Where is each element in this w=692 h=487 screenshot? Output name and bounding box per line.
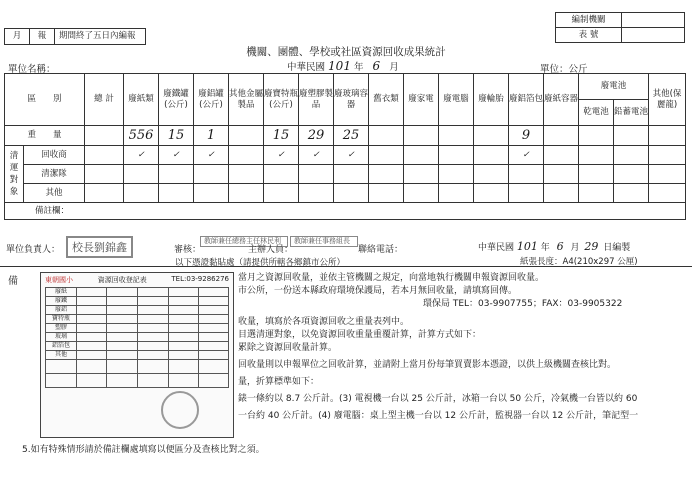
cell xyxy=(369,165,404,184)
cell xyxy=(649,126,686,146)
cell xyxy=(614,126,649,146)
receipt-header xyxy=(41,273,233,287)
receipt-row-label: 其他 xyxy=(46,351,77,360)
cell xyxy=(439,165,474,184)
col-other: 其他(保麗龍) xyxy=(649,74,686,126)
cell xyxy=(198,288,228,297)
tg-3: 象 xyxy=(9,187,19,197)
cell xyxy=(77,324,107,333)
col-metal: 其他金屬製品 xyxy=(229,74,264,126)
weight-alu: 1 xyxy=(194,126,229,146)
note-11: 5.如有特殊情形請於備註欄處填寫以便區分及查核比對之須。 xyxy=(22,445,265,455)
col-alu: 廢鋁罐(公斤) xyxy=(194,74,229,126)
cell xyxy=(77,315,107,324)
cell xyxy=(77,342,107,351)
cell xyxy=(137,374,168,388)
note-2: 市公所，一份送本縣政府環境保護局，若本月無回收量，請填寫回傳。 xyxy=(238,286,518,296)
cell xyxy=(46,360,77,374)
cell xyxy=(77,333,107,342)
cell xyxy=(299,165,334,184)
cell xyxy=(404,126,439,146)
cell xyxy=(137,315,168,324)
cell xyxy=(229,146,264,165)
cell xyxy=(544,184,579,203)
recycler-row xyxy=(5,146,686,165)
cell xyxy=(107,306,137,315)
other-row xyxy=(5,184,686,203)
fill-date xyxy=(478,240,630,253)
note-9: 錶一條約以 8.7 公斤計。(3) 電視機一台以 25 公斤計，冰箱一台以 50 公斤，冷氣機一台皆以約 60 xyxy=(238,394,638,404)
cell xyxy=(198,351,228,360)
cell xyxy=(404,165,439,184)
cell xyxy=(334,165,369,184)
other-label: 其他 xyxy=(24,184,85,203)
note-1: 當月之資源回收量，並依主管機關之規定，向當地執行機關申報資源回收量。 xyxy=(238,273,545,283)
pasted-receipt xyxy=(40,272,234,438)
notes-body xyxy=(238,272,638,423)
cell xyxy=(137,288,168,297)
send-note: 以下憑證黏貼處（請提供所轄各鄉鎮市公所） xyxy=(175,258,346,268)
cell xyxy=(614,165,649,184)
reviewer-label: 審核： xyxy=(174,245,202,255)
cell xyxy=(137,324,168,333)
receipt-table xyxy=(45,287,229,388)
cell xyxy=(229,165,264,184)
col-pet: 廢寶特瓶(公斤) xyxy=(264,74,299,126)
check-mark: ✓ xyxy=(194,146,229,165)
cell xyxy=(579,165,614,184)
weight-paper: 556 xyxy=(124,126,159,146)
fill-month-suffix: 月 xyxy=(570,243,580,253)
col-computer: 廢電腦 xyxy=(439,74,474,126)
cell xyxy=(107,374,137,388)
fill-month: 6 xyxy=(556,240,564,253)
receipt-row-label: 玻璃 xyxy=(46,333,77,342)
cell xyxy=(544,126,579,146)
cell xyxy=(369,126,404,146)
date-month: 6 xyxy=(372,59,381,73)
col-lead-battery: 鉛蓄電池 xyxy=(614,100,649,126)
cell xyxy=(137,333,168,342)
cell xyxy=(404,184,439,203)
organizer-stamp: 教師兼任事務組長 xyxy=(290,236,358,247)
cell xyxy=(369,184,404,203)
cell xyxy=(137,297,168,306)
cell xyxy=(168,288,198,297)
remarks-row xyxy=(5,203,686,220)
check-mark: ✓ xyxy=(159,146,194,165)
cell xyxy=(107,297,137,306)
cell xyxy=(264,165,299,184)
cell xyxy=(198,374,228,388)
fill-day: 29 xyxy=(584,240,599,253)
notes-divider xyxy=(0,266,692,267)
cell xyxy=(474,184,509,203)
weight-glass: 25 xyxy=(334,126,369,146)
receipt-row-label: 廢鋁 xyxy=(46,306,77,315)
remarks-label: 備註欄： xyxy=(5,203,686,220)
cell xyxy=(474,126,509,146)
cell xyxy=(229,184,264,203)
receipt-row-label: 塑膠 xyxy=(46,324,77,333)
date-month-suffix: 月 xyxy=(389,62,399,73)
organizer-label: 主辦人員： xyxy=(248,245,294,255)
note-4: 收量，填寫於各項資源回收之重量表列中。 xyxy=(238,317,410,327)
weight-pet: 15 xyxy=(264,126,299,146)
cell xyxy=(509,165,544,184)
check-mark: ✓ xyxy=(509,146,544,165)
date-year-suffix: 年 xyxy=(353,62,364,73)
cell xyxy=(439,184,474,203)
col-paper-container: 廢紙容器 xyxy=(544,74,579,126)
cell xyxy=(198,324,228,333)
check-mark: ✓ xyxy=(299,146,334,165)
cell xyxy=(107,315,137,324)
manager-label: 單位負責人： xyxy=(6,245,61,255)
cell xyxy=(509,184,544,203)
fill-year: 101 xyxy=(516,240,538,253)
manager-stamp: 校長劉錦鑫 xyxy=(66,236,133,258)
deadline-note: 期間終了五日內編報 xyxy=(55,29,146,45)
cell xyxy=(334,184,369,203)
cell xyxy=(474,165,509,184)
note-5: 目選清運對象，以免資源回收重量重覆計算，計算方式如下： xyxy=(238,330,482,340)
check-mark: ✓ xyxy=(334,146,369,165)
cell xyxy=(404,146,439,165)
receipt-row-label: 廢鐵 xyxy=(46,297,77,306)
col-region: 區 別 xyxy=(5,74,85,126)
check-mark: ✓ xyxy=(264,146,299,165)
col-paper: 廢紙類 xyxy=(124,74,159,126)
cell xyxy=(649,165,686,184)
note-8: 量，折算標準如下： xyxy=(238,377,320,387)
weight-plastic: 29 xyxy=(299,126,334,146)
cell xyxy=(46,374,77,388)
org-no-value xyxy=(622,13,685,28)
month-label: 月 xyxy=(5,29,30,45)
cell xyxy=(579,126,614,146)
cell xyxy=(107,342,137,351)
cell xyxy=(198,306,228,315)
cell xyxy=(649,184,686,203)
cell xyxy=(649,146,686,165)
cell xyxy=(85,165,124,184)
cell xyxy=(168,351,198,360)
recycler-label: 回收商 xyxy=(24,146,85,165)
cell xyxy=(77,297,107,306)
cell xyxy=(85,184,124,203)
cell xyxy=(77,288,107,297)
cell xyxy=(168,342,198,351)
col-dry-battery: 乾電池 xyxy=(579,100,614,126)
cell xyxy=(198,297,228,306)
weight-row xyxy=(5,126,686,146)
cell xyxy=(77,360,107,374)
receipt-title: 資源回收登記表 xyxy=(97,276,147,284)
cell xyxy=(77,374,107,388)
note-10: 一台約 40 公斤計。(4) 廢電腦：桌上型主機一台以 12 公斤計，監視器一台以 12 公斤計，筆記型一 xyxy=(238,411,639,421)
receipt-stamp: 東朝國小 xyxy=(45,276,73,284)
cell xyxy=(107,288,137,297)
receipt-row-label: 鋁箔包 xyxy=(46,342,77,351)
date-year: 101 xyxy=(328,59,351,73)
cell xyxy=(439,126,474,146)
cell xyxy=(107,351,137,360)
cell xyxy=(159,184,194,203)
cell xyxy=(198,315,228,324)
target-group-label xyxy=(5,146,24,203)
report-date xyxy=(287,59,399,73)
unit-label: 單位：公斤 xyxy=(540,64,588,75)
tg-1: 運 xyxy=(9,163,19,173)
cell xyxy=(77,351,107,360)
cleaning-row xyxy=(5,165,686,184)
recycling-table xyxy=(4,73,686,220)
cell xyxy=(137,342,168,351)
org-number-box xyxy=(555,12,685,43)
cell xyxy=(168,374,198,388)
weight-foil: 9 xyxy=(509,126,544,146)
weight-iron: 15 xyxy=(159,126,194,146)
cell xyxy=(168,333,198,342)
org-no-label: 編制機關 xyxy=(556,13,622,28)
cell xyxy=(614,184,649,203)
cell xyxy=(194,184,229,203)
col-total: 總 計 xyxy=(85,74,124,126)
date-prefix: 中華民國 xyxy=(287,62,326,73)
cell xyxy=(544,146,579,165)
report-label: 報 xyxy=(30,29,55,45)
receipt-tel: TEL:03-9286276 xyxy=(171,275,229,283)
cell xyxy=(107,360,137,374)
col-glass: 廢玻璃容器 xyxy=(334,74,369,126)
weight-label: 重 量 xyxy=(5,126,85,146)
cell xyxy=(198,333,228,342)
phone-label: 聯絡電話： xyxy=(358,245,404,255)
tg-0: 清 xyxy=(9,151,19,161)
col-battery-group: 廢電池 xyxy=(579,74,649,100)
cell xyxy=(124,184,159,203)
unit-name-label: 單位名稱： xyxy=(8,64,56,75)
cell xyxy=(168,297,198,306)
cell xyxy=(579,184,614,203)
col-iron: 廢鐵罐(公斤) xyxy=(159,74,194,126)
table-no-value xyxy=(622,28,685,43)
cell xyxy=(544,165,579,184)
col-appliance: 廢家電 xyxy=(404,74,439,126)
cell xyxy=(264,184,299,203)
cell xyxy=(168,324,198,333)
cell xyxy=(369,146,404,165)
note-7: 回收量則以申報單位之回收計算，並請附上當月份每筆買賣影本憑證，以供上級機關查核比對。 xyxy=(238,360,617,370)
form-title: 機關、團體、學校或社區資源回收成果統計 xyxy=(246,46,446,58)
cell xyxy=(168,306,198,315)
receipt-row-label: 寶特瓶 xyxy=(46,315,77,324)
cell xyxy=(137,351,168,360)
col-foil: 廢鋁箔包 xyxy=(509,74,544,126)
cell xyxy=(107,333,137,342)
cell xyxy=(124,165,159,184)
cell xyxy=(85,146,124,165)
cell xyxy=(614,146,649,165)
check-mark: ✓ xyxy=(124,146,159,165)
cell xyxy=(137,306,168,315)
cell xyxy=(198,342,228,351)
cell xyxy=(439,146,474,165)
paper-size: 紙張長度：A4(210x297 公厘) xyxy=(520,257,638,267)
cell xyxy=(137,360,168,374)
note-3: 環保局 TEL：03-9907755；FAX：03-9905322 xyxy=(423,299,623,309)
cell xyxy=(474,146,509,165)
cell xyxy=(579,146,614,165)
col-tire: 廢輪胎 xyxy=(474,74,509,126)
col-plastic: 廢塑膠製品 xyxy=(299,74,334,126)
col-clothes: 舊衣類 xyxy=(369,74,404,126)
fill-year-suffix: 年 xyxy=(540,243,550,253)
cell xyxy=(168,315,198,324)
cell xyxy=(77,306,107,315)
cell xyxy=(229,126,264,146)
receipt-row-label: 廢紙 xyxy=(46,288,77,297)
cell xyxy=(194,165,229,184)
report-period-box xyxy=(4,28,146,45)
cell xyxy=(299,184,334,203)
cell xyxy=(198,360,228,374)
table-no-label: 表 號 xyxy=(556,28,622,43)
cell xyxy=(159,165,194,184)
cell xyxy=(85,126,124,146)
note-6: 累除之資源回收量計算。 xyxy=(238,343,338,353)
cell xyxy=(168,360,198,374)
cell xyxy=(107,324,137,333)
tg-2: 對 xyxy=(9,175,19,185)
notes-label: 備 xyxy=(8,276,18,287)
reviewer-stamp: 教師兼任總務主任林民利 xyxy=(200,236,288,247)
fill-day-suffix: 日編製 xyxy=(603,243,631,253)
receipt-seal xyxy=(161,391,199,429)
fill-date-prefix: 中華民國 xyxy=(478,243,515,253)
cleaning-label: 清潔隊 xyxy=(24,165,85,184)
